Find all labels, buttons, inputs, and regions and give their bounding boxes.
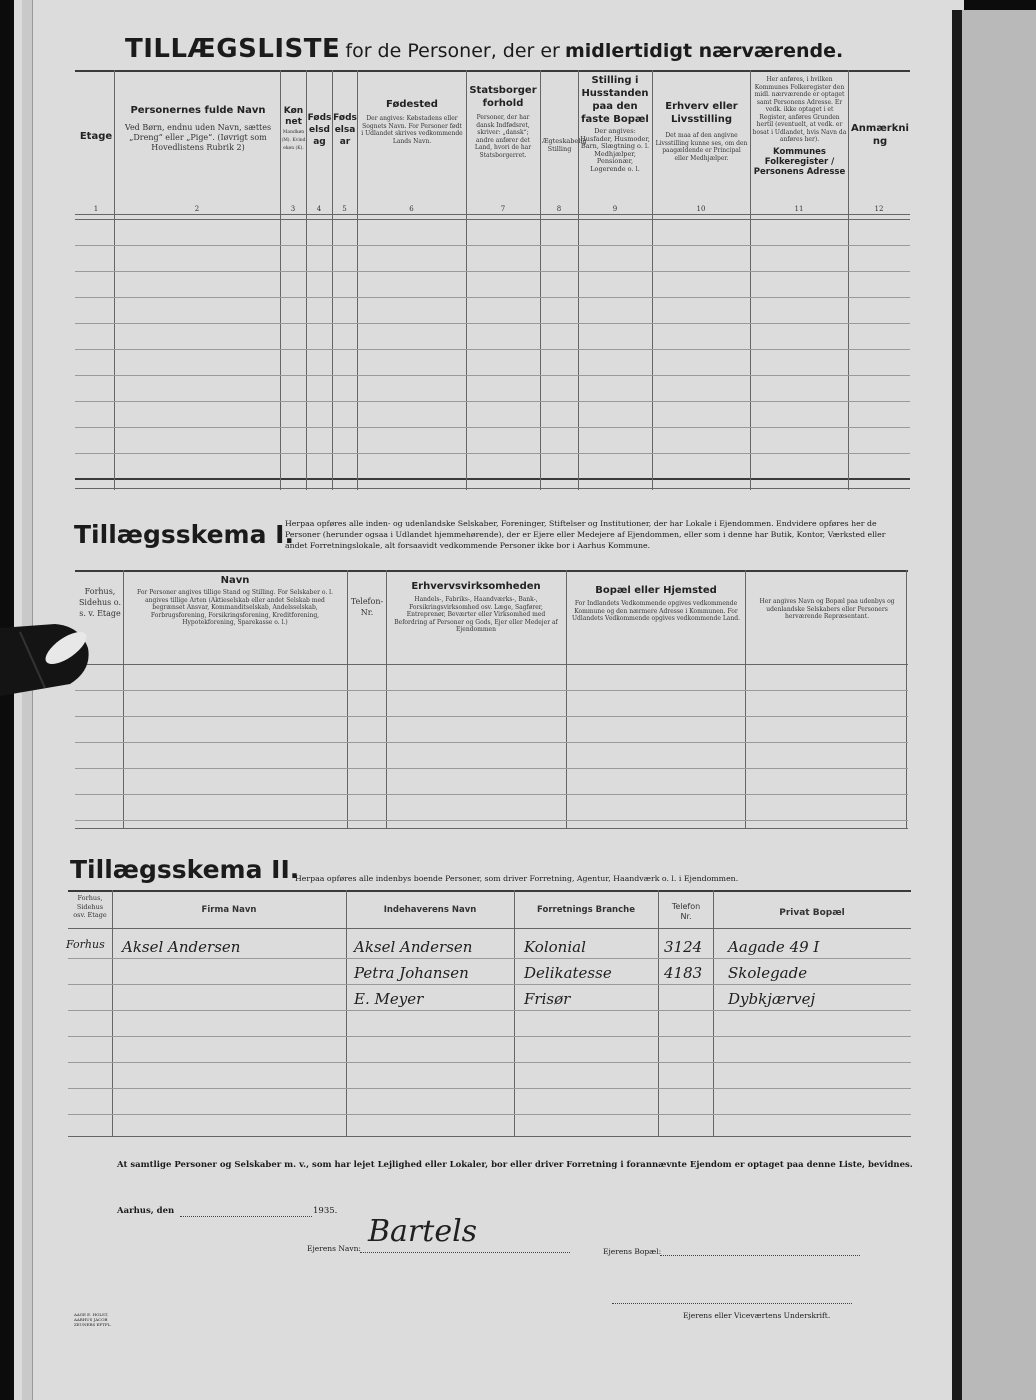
colnum-1: 1 bbox=[93, 205, 99, 213]
col-foedselsdag: Fødselsdag bbox=[307, 113, 332, 147]
colnum-3: 3 bbox=[290, 205, 296, 213]
row-branche: Kolonial bbox=[524, 938, 586, 956]
row-telefon: 3124 bbox=[664, 938, 703, 956]
s1-col-erhverv: Erhvervsvirksomheden Handels-, Fabriks-, Haandværks-, Bank-, Forsikringsvirksomhed osv. Læge, Sagfører, Entreprenør, Beværter eller Virksomhed med Befordring af Personer og Gods, Ejer eller Medejer af Ejendommen bbox=[394, 581, 558, 633]
colnum-4: 4 bbox=[316, 205, 322, 213]
date-line bbox=[180, 1216, 312, 1217]
owner-name-line bbox=[360, 1252, 570, 1253]
s2-col-branche: Forretnings Branche bbox=[537, 905, 635, 915]
skema2-title: Tillægsskema II. bbox=[70, 855, 300, 884]
row-indehaver: Aksel Andersen bbox=[354, 938, 473, 956]
printer-imprint: AAGE E. HOLST, AARHUS JACOB ZEUNERS EFTFL. bbox=[74, 1312, 112, 1327]
signature-line bbox=[612, 1303, 852, 1304]
ruled-line bbox=[68, 1010, 911, 1011]
colnum-10: 10 bbox=[696, 205, 706, 213]
owner-name-signature: Bartels bbox=[368, 1214, 478, 1249]
title-big: TILLÆGSLISTE bbox=[125, 34, 341, 64]
s2-col-etage: Forhus, Sidehus osv. Etage bbox=[73, 894, 107, 919]
signature-label: Ejerens eller Viceværtens Underskrift. bbox=[683, 1311, 831, 1320]
ruled-line bbox=[75, 401, 910, 402]
row-bopael: Aagade 49 I bbox=[728, 938, 820, 956]
ruled-line bbox=[68, 1088, 911, 1089]
row-telefon: 4183 bbox=[664, 964, 703, 982]
skema1-intro: Herpaa opføres alle inden- og udenlandske Selskaber, Foreninger, Stiftelser og Institutioner, der har Lokale i Ejendommen. Endvidere opføres her de Personer (herunder ogsaa i Udlandet hjemmehørende), der er Ejere eller Medejere af Ejendommen, eller som i denne har Butik, Kontor, Værksted eller andet Forretningslokale, alt forsaavidt vedkommende Personer ikke bor i Aarhus Kommune. bbox=[285, 519, 886, 550]
ruled-line bbox=[68, 1062, 911, 1063]
ruled-line bbox=[75, 375, 910, 376]
s1-col-navn: Navn For Personer angives tillige Stand og Stilling. For Selskaber o. l. angives tillige Arten (Aktieselskab eller andet Selskab med begrænset Ansvar, Kommanditselskab, Andelsselskab, Forbrugsforening, Forsikringsforening, Kreditforening, Hypotekforening, Sparekasse o. l.) bbox=[136, 575, 333, 626]
s1-col-etage: Forhus, Sidehus o. s. v. Etage bbox=[78, 587, 122, 618]
s1-col-repraesentant: Her angives Navn og Bopæl paa udenbys og udenlandske Selskabers eller Personers herværende Repræsentant. bbox=[759, 598, 895, 620]
colnum-5: 5 bbox=[342, 205, 347, 213]
page-title bbox=[125, 34, 843, 64]
ruled-line bbox=[75, 245, 910, 246]
footer-statement: At samtlige Personer og Selskaber m. v., som har lejet Lejlighed eller Lokaler, bor eller driver Forretning i forannævnte Ejendom er optaget paa denne Liste, bevidnes. bbox=[117, 1160, 913, 1170]
title-middle: for de Personer, der er bbox=[345, 40, 560, 62]
ruled-line bbox=[75, 427, 910, 428]
ruled-line bbox=[68, 1114, 911, 1115]
ruled-line bbox=[75, 297, 910, 298]
row-branche: Frisør bbox=[524, 990, 571, 1008]
ruled-line bbox=[75, 794, 908, 795]
page-edge bbox=[22, 0, 33, 1400]
row-branche: Delikatesse bbox=[524, 964, 612, 982]
row-indehaver: Petra Johansen bbox=[354, 964, 469, 982]
col-stilling-husstand: Stilling i Husstanden paa den faste Bopæl Der angives: Husfader, Husmoder, Barn, Slægtning o. l. Medhjælper, Pensionær, Logerende o. l. bbox=[580, 75, 650, 173]
skema1-title: Tillægsskema I. bbox=[74, 520, 294, 549]
ruled-line bbox=[75, 716, 908, 717]
year-label: 1935. bbox=[313, 1206, 338, 1216]
ruled-line bbox=[68, 958, 911, 959]
ruled-line bbox=[75, 271, 910, 272]
colnum-9: 9 bbox=[612, 205, 618, 213]
ruled-line bbox=[75, 820, 908, 821]
row-indehaver: E. Meyer bbox=[354, 990, 424, 1008]
s2-col-bopael: Privat Bopæl bbox=[779, 908, 845, 918]
col-koennet: Kønnet Mandkøn (M). Kvindekøn (K). bbox=[281, 106, 306, 151]
place-label: Aarhus, den bbox=[117, 1206, 175, 1216]
row-bopael: Skolegade bbox=[728, 964, 808, 982]
s1-col-telefon: Telefon-Nr. bbox=[350, 597, 384, 617]
col-aegteskabelig: Ægteskabelig Stilling bbox=[542, 137, 587, 153]
col-erhverv: Erhverv eller Livsstilling Det maa af den angivne Livsstilling kunne ses, om den paagældende er Principal eller Medhjælper. bbox=[655, 101, 748, 162]
owner-name-label: Ejerens Navn: bbox=[307, 1244, 361, 1253]
colnum-11: 11 bbox=[794, 205, 804, 213]
ruled-line bbox=[68, 1036, 911, 1037]
s1-col-bopael: Bopæl eller Hjemsted For Indlandets Vedkommende opgives vedkommende Kommune og den nærmere Adresse i Kommunen. For Udlandets Vedkommende opgives vedkommende Land. bbox=[572, 585, 740, 622]
ruled-line bbox=[75, 768, 908, 769]
colnum-7: 7 bbox=[500, 205, 506, 213]
owner-address-label: Ejerens Bopæl: bbox=[603, 1247, 662, 1256]
s2-col-firma: Firma Navn bbox=[201, 905, 257, 915]
ruled-line bbox=[68, 984, 911, 985]
ruled-line bbox=[75, 690, 908, 691]
ruled-line bbox=[75, 323, 910, 324]
col-foedselsaar: Fødselsaar bbox=[333, 113, 357, 147]
row-firma: Aksel Andersen bbox=[122, 938, 241, 956]
col-foedested: Fødested Der angives: Købstadens eller Sognets Navn. For Personer født i Udlandet skrives vedkommende Lands Navn. bbox=[361, 99, 463, 145]
col-statsborger: Statsborgerforhold Personer, der har dansk Indfødsret, skriver: „dansk“; andre anfører det Land, hvori de har Statsborgerret. bbox=[469, 85, 537, 159]
adjacent-page bbox=[952, 10, 1036, 1400]
ruled-line bbox=[75, 349, 910, 350]
col-folkeregister: Her anføres, i hvilken Kommunes Folkeregister den midl. nærværende er optaget samt Personens Adresse. Er vedk. ikke optaget i et Register, anføres Grunden hertil (eventuelt, at vedk. er bosat i Udlandet, hvis Navn da anføres her). Kommunes Folkeregister / Personens Adresse bbox=[752, 76, 847, 177]
ruled-line bbox=[75, 742, 908, 743]
s2-col-indehaver: Indehaverens Navn bbox=[383, 905, 477, 915]
col-anmaerkning: Anmærkning bbox=[851, 123, 909, 147]
row-etage: Forhus bbox=[66, 938, 105, 951]
col-navn: Personernes fulde Navn Ved Børn, endnu uden Navn, sættes „Dreng“ eller „Pige“. (Iøvrigt som Hovedlistens Rubrik 2) bbox=[124, 105, 272, 152]
colnum-12: 12 bbox=[874, 205, 884, 213]
owner-address-line bbox=[660, 1255, 860, 1256]
title-tail: midlertidigt nærværende. bbox=[564, 40, 844, 62]
binder-clip-icon bbox=[0, 618, 100, 700]
colnum-6: 6 bbox=[409, 205, 414, 213]
ruled-line bbox=[75, 453, 910, 454]
skema2-intro: Herpaa opføres alle indenbys boende Personer, som driver Forretning, Agentur, Haandværk o. l. i Ejendommen. bbox=[295, 874, 739, 883]
colnum-8: 8 bbox=[556, 205, 562, 213]
colnum-2: 2 bbox=[194, 205, 200, 213]
row-bopael: Dybkjærvej bbox=[728, 990, 816, 1008]
s2-col-telefon: Telefon Nr. bbox=[671, 902, 701, 921]
col-etage: Etage bbox=[79, 131, 113, 142]
